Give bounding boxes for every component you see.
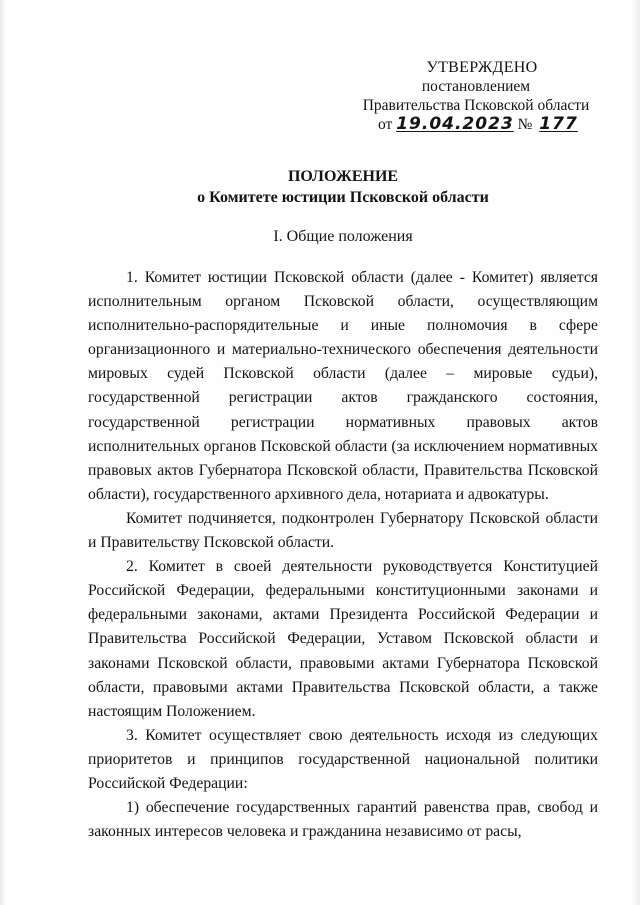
resolution-label: постановлением: [421, 78, 531, 95]
approved-label: УТВЕРЖДЕНО: [426, 59, 538, 76]
title-heading: ПОЛОЖЕНИЕ: [287, 168, 399, 185]
paragraph: 3. Комитет осуществляет свою деятельность исходя из следующих приоритетов и принципов государственной национальной политики Российской Федерации:: [88, 726, 598, 792]
paragraph: 1) обеспечение государственных гарантий равенства прав, свобод и законных интересов человека и гражданина независимо от расы,: [88, 799, 598, 841]
government-label: Правительства Псковской области: [362, 97, 590, 114]
paragraph: 2. Комитет в своей деятельности руководствуется Конституцией Российской Федерации, федеральными конституционными законами и федеральными законами, актами Президента Российской Федерации и Правительства Российской Федерации, Уставом Псковской области и законами Псковской области, правовыми актами Губернатора Псковской области, правовыми актами Правительства Псковской области, а также настоящим Положением.: [88, 558, 598, 720]
scan-edge-right: [632, 0, 640, 905]
paragraph: Комитет подчиняется, подконтролен Губернатору Псковской области и Правительству Псковской области.: [88, 509, 598, 552]
section-title: I. Общие положения: [273, 228, 413, 245]
document-title: [88, 166, 598, 208]
handwritten-number: 177: [539, 114, 578, 134]
scan-edge-left: [0, 0, 6, 905]
number-sign: №: [517, 116, 533, 133]
document-body: [88, 266, 598, 844]
approval-stamp: [356, 58, 596, 134]
date-line: [356, 115, 596, 134]
title-subheading: о Комитете юстиции Псковской области: [197, 189, 489, 206]
handwritten-date: 19.04.2023: [396, 114, 514, 134]
from-label: от: [378, 116, 393, 133]
paragraph: 1. Комитет юстиции Псковской области (далее - Комитет) является исполнительным органом Псковской области, осуществляющим исполнительно-распорядительные и иные полномочия в сфере организационного и материально-технического обеспечения деятельности мировых судей Псковской области (далее – мировые судьи), государственной регистрации актов гражданского состояния, государственной регистрации нормативных правовых актов исполнительных органов Псковской области (за исключением нормативных правовых актов Губернатора Псковской области, Правительства Псковской области), государственного архивного дела, нотариата и адвокатуры.: [88, 269, 598, 503]
